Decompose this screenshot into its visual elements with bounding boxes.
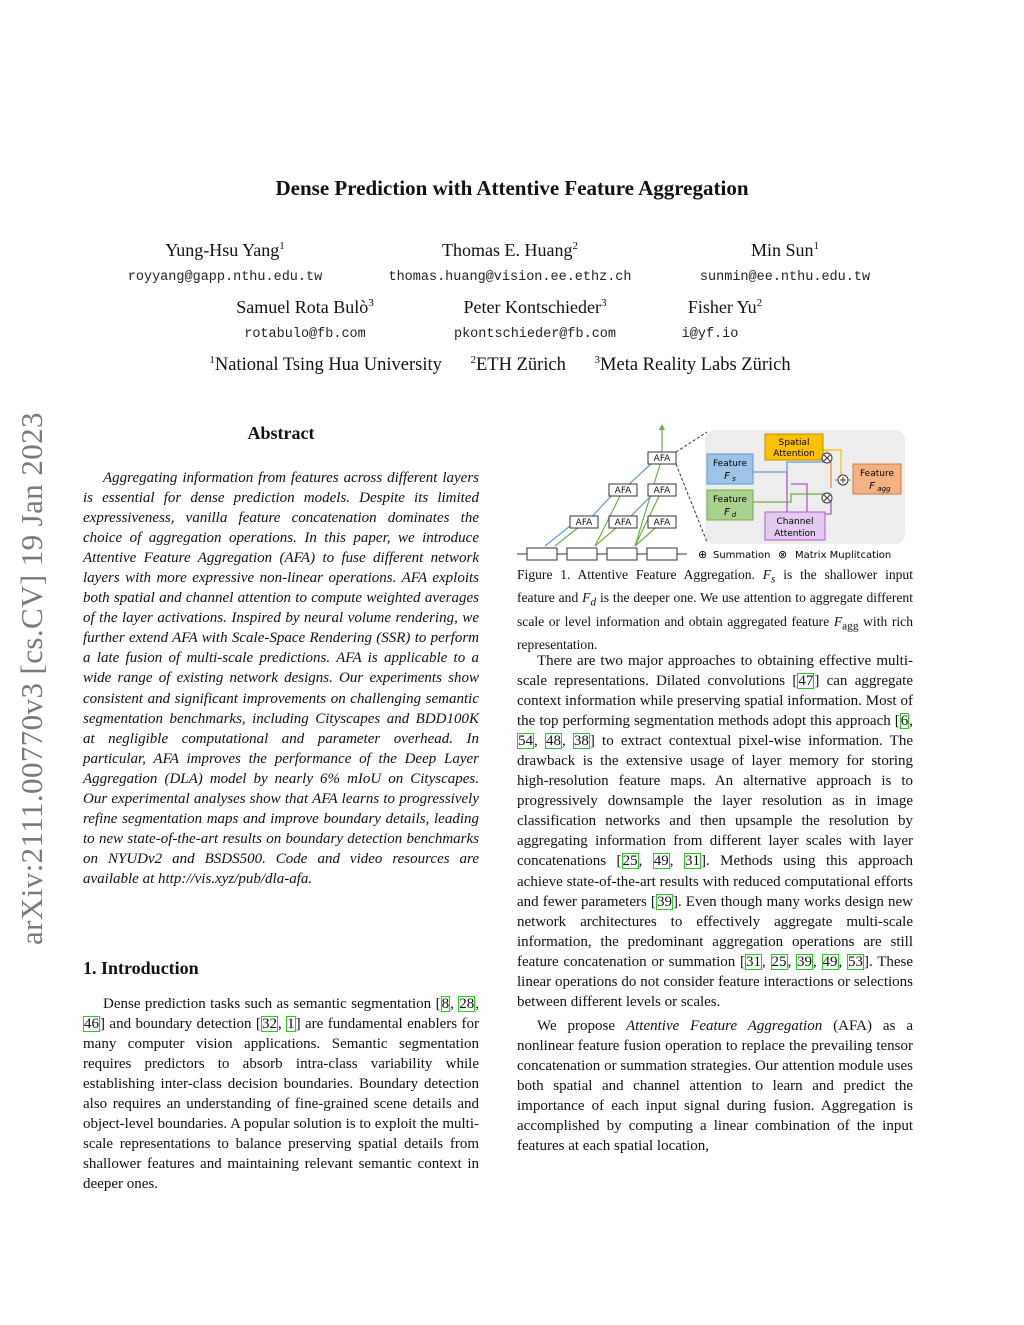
citation-link[interactable]: 48 xyxy=(545,733,561,750)
citation-link[interactable]: 39 xyxy=(656,893,672,910)
abstract-heading: Abstract xyxy=(247,423,315,443)
affiliation: $^1$National Tsing Hua University xyxy=(209,354,442,376)
citation-link[interactable]: 31 xyxy=(684,853,700,870)
feature-label: Feature xyxy=(712,495,748,505)
introduction-body xyxy=(83,994,479,1194)
author-email[interactable]: i@yf.io xyxy=(681,327,739,342)
author-name: Peter Kontschieder$^3$ xyxy=(463,297,607,317)
fd-symbol: F xyxy=(724,507,730,518)
citation-link[interactable]: 46 xyxy=(84,1016,99,1033)
multiplication-icon: ⊗ xyxy=(778,548,788,561)
fagg-subscript: agg xyxy=(877,485,891,493)
author-name: Samuel Rota Bulò$^3$ xyxy=(236,297,374,317)
affiliation: $^3$Meta Reality Labs Zürich xyxy=(594,354,791,376)
afa-node: AFA xyxy=(575,518,593,528)
author-email[interactable]: rotabulo@fb.com xyxy=(244,327,366,342)
summation-icon: ⊕ xyxy=(698,548,708,561)
paper-title: Dense Prediction with Attentive Feature Aggregation xyxy=(275,176,749,200)
citation-link[interactable]: 39 xyxy=(797,953,813,970)
author-email[interactable]: royyang@gapp.nthu.edu.tw xyxy=(127,270,323,285)
fs-symbol: F xyxy=(724,471,730,482)
paragraph: There are two major approaches to obtaining effective multi-scale representations. Dilated convolutions [47] can aggregate context information while preserving spatial information. Most of the top performing segmentation methods adopt this approach [6, 54, 48, 38] to extract contextual pixel-wise information. The drawback is the extensive usage of layer memory for storing high-resolution feature maps. An alternative approach is to progressively downsample the layer resolution as in image classification networks and then upsample the resolution by aggregating information from different layer scales with layer concatenations [25, 49, 31]. Methods using this approach achieve state-of-the-art results with reduced computational efforts and fewer parameters [39]. Even though many works design new network architectures to effectively aggregate multi-scale information, the predominant aggregation operations are still feature concatenation or summation [31, 25, 39, 49, 53]. These linear operations do not consider feature interactions or selections between different levels or scales. xyxy=(517,653,914,1010)
zoom-callout-lines xyxy=(676,432,707,542)
paragraph: Dense prediction tasks such as semantic segmentation [8, 28, 46] and boundary detection [32, 1] are fundamental enablers for many computer vision applications. Semantic segmentation requires predictors to absorb intra-class variability while establishing inter-class decision boundaries. Boundary detection also requires an understanding of fine-grained scene details and object-level boundaries. A popular solution is to exploit the multi-scale representations to balance preserving spatial details from shallower features and maintaining relevant semantic context in deeper ones. xyxy=(83,996,480,1193)
affiliation: $^2$ETH Zürich xyxy=(470,354,566,376)
citation-link[interactable]: 25 xyxy=(622,853,638,870)
channel-label: Channel xyxy=(776,517,814,527)
citation-link[interactable]: 8 xyxy=(441,996,450,1012)
attention-label: Attention xyxy=(774,529,816,539)
attention-label: Attention xyxy=(773,449,815,459)
afa-node: AFA xyxy=(653,454,671,464)
author-name: Yung-Hsu Yang$^1$ xyxy=(165,240,285,260)
author-name: Fisher Yu$^2$ xyxy=(687,297,763,317)
paragraph: We propose Attentive Feature Aggregation (AFA) as a nonlinear feature fusion operation to replace the prevailing tensor concatenation or summation strategies. Our attention module uses both spatial and channel attention to learn and predict the importance of each input signal during fusion. Aggregation is accomplished by computing a linear combination of the input features at each spatial location, xyxy=(517,1017,913,1155)
legend-summation: Summation xyxy=(713,550,771,561)
citation-link[interactable]: 49 xyxy=(822,953,838,970)
feature-label: Feature xyxy=(712,459,748,469)
author-email[interactable]: pkontschieder@fb.com xyxy=(453,327,617,342)
abstract-text: Aggregating information from features across different layers is essential for dense prediction models. Despite its limited expressiveness, vanilla feature concatenation dominates the choice of aggregation operations. In this paper, we introduce Attentive Feature Aggregation (AFA) to fuse different network layers with more expressive non-linear operations. AFA exploits both spatial and channel attention to compute weighted averages of the layer activations. Inspired by neural volume rendering, we further extend AFA with Scale-Space Rendering (SSR) to perform a late fusion of multi-scale predictions. AFA is applicable to a wide range of existing network designs. Our experiments show consistent and significant improvements on challenging semantic segmentation benchmarks, including Cityscapes and BDD100K at negligible computational and parameter overhead. In particular, AFA improves the performance of the Deep Layer Aggregation (DLA) model by nearly 6% mIoU on Cityscapes. Our experimental analyses show that AFA learns to progressively refine segmentation maps and improve boundary details, leading to new state-of-the-art results on boundary detection benchmarks on NYUDv2 and BSDS500. Code and video resources are available at http://vis.xyz/pub/dla-afa. xyxy=(83,470,479,887)
blue-connections xyxy=(545,462,653,546)
afa-node: AFA xyxy=(653,518,671,528)
section-heading-introduction: 1. Introduction xyxy=(83,958,199,978)
author-email[interactable]: sunmin@ee.nthu.edu.tw xyxy=(699,270,871,285)
afa-node: AFA xyxy=(653,486,671,496)
citation-link[interactable]: 1 xyxy=(287,1016,295,1033)
abstract-body xyxy=(83,468,479,889)
legend-matrix-multiplication: Matrix Muplitcation xyxy=(795,550,892,561)
affiliations xyxy=(0,354,1000,376)
citation-link[interactable]: 25 xyxy=(771,953,787,970)
author-name: Min Sun$^1$ xyxy=(750,240,820,260)
citation-link[interactable]: 54 xyxy=(518,733,533,750)
citation-link[interactable]: 47 xyxy=(798,673,814,690)
feature-label: Feature xyxy=(859,469,895,479)
figure-caption: Figure 1. Attentive Feature Aggregation. $F_s$ is the shallower input feature and $F_d$ is the deeper one. We use attention to aggregate different scale or level information and obtain aggregated feature $F_{agg}$ with rich representation. xyxy=(517,567,914,653)
author-email[interactable]: thomas.huang@vision.ee.ethz.ch xyxy=(388,270,632,285)
citation-link[interactable]: 31 xyxy=(746,953,762,970)
citation-link[interactable]: 49 xyxy=(653,853,669,870)
author-name: Thomas E. Huang$^2$ xyxy=(442,240,578,260)
arxiv-sidebar-stamp: arXiv:2111.00770v3 [cs.CV] 19 Jan 2023 xyxy=(14,412,49,945)
fagg-symbol: F xyxy=(869,481,875,492)
fs-subscript: s xyxy=(732,475,736,483)
right-column-body xyxy=(517,651,913,1156)
citation-link[interactable]: 6 xyxy=(900,713,909,730)
afa-node: AFA xyxy=(614,486,632,496)
citation-link[interactable]: 32 xyxy=(261,1016,277,1033)
afa-node: AFA xyxy=(614,518,632,528)
spatial-label: Spatial xyxy=(778,438,810,448)
citation-link[interactable]: 28 xyxy=(459,996,475,1012)
figure-afa-diagram xyxy=(515,422,915,564)
citation-link[interactable]: 38 xyxy=(573,733,589,750)
citation-link[interactable]: 53 xyxy=(848,953,864,970)
fd-subscript: d xyxy=(731,511,737,519)
